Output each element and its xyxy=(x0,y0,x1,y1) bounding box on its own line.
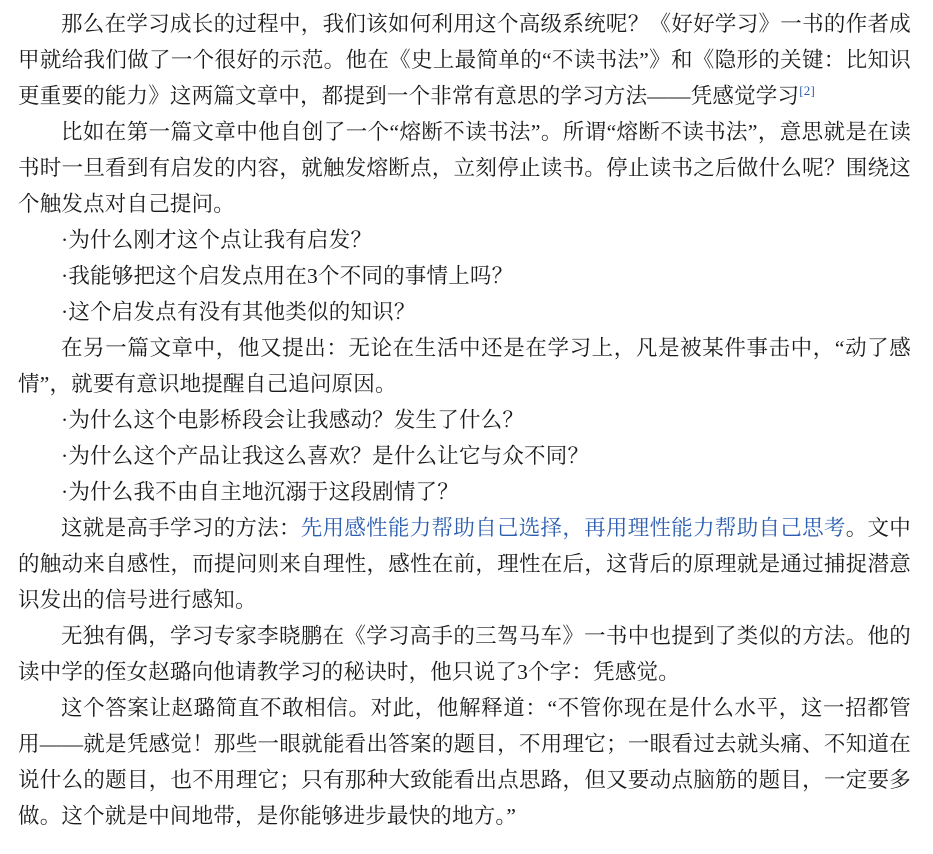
text-run: 。文中的触动来自感性，而提问则来自理性，感性在前，理性在后，这背后的原理就是通过捕捉潜意识发出的信号进行感知。 xyxy=(18,516,911,612)
text-run: ·为什么这个电影桥段会让我感动？发生了什么？ xyxy=(61,408,525,432)
bullet-question-6 xyxy=(18,474,911,510)
footnote-marker[interactable]: [2] xyxy=(799,82,815,98)
bullet-question-4 xyxy=(18,402,911,438)
text-run: ·为什么刚才这个点让我有启发？ xyxy=(61,228,373,252)
text-run: 比如在第一篇文章中他自创了一个“熔断不读书法”。所谓“熔断不读书法”，意思就是在读书时一旦看到有启发的内容，就触发熔断点，立刻停止读书。停止读书之后做什么呢？围绕这个触发点对自己提问。 xyxy=(18,120,911,216)
paragraph-intro xyxy=(18,6,911,114)
paragraph-fuse-method xyxy=(18,114,911,222)
text-run: ·为什么这个产品让我这么喜欢？是什么让它与众不同？ xyxy=(61,444,590,468)
text-run: 这就是高手学习的方法： xyxy=(61,516,301,540)
paragraph-master-method xyxy=(18,510,911,618)
text-run: 无独有偶，学习专家李晓鹏在《学习高手的三驾马车》一书中也提到了类似的方法。他的读中学的侄女赵璐向他请教学习的秘诀时，他只说了3个字：凭感觉。 xyxy=(18,624,911,684)
text-run: ·为什么我不由自主地沉溺于这段剧情了？ xyxy=(61,480,459,504)
paragraph-second-article xyxy=(18,330,911,402)
paragraph-li-xiaopeng xyxy=(18,618,911,690)
text-run: ·我能够把这个启发点用在3个不同的事情上吗？ xyxy=(61,264,514,288)
highlighted-text: 先用感性能力帮助自己选择，再用理性能力帮助自己思考 xyxy=(300,516,846,540)
bullet-question-1 xyxy=(18,222,911,258)
bullet-question-2 xyxy=(18,258,911,294)
bullet-question-5 xyxy=(18,438,911,474)
paragraph-answer xyxy=(18,690,911,834)
text-run: 在另一篇文章中，他又提出：无论在生活中还是在学习上，凡是被某件事击中，“动了感情”，就要有意识地提醒自己追问原因。 xyxy=(18,336,911,396)
text-run: ·这个启发点有没有其他类似的知识？ xyxy=(61,300,416,324)
bullet-question-3 xyxy=(18,294,911,330)
text-run: 那么在学习成长的过程中，我们该如何利用这个高级系统呢？《好好学习》一书的作者成甲就给我们做了一个很好的示范。他在《史上最简单的“不读书法”》和《隐形的关键：比知识更重要的能力》这两篇文章中，都提到一个非常有意思的学习方法——凭感觉学习 xyxy=(18,12,911,108)
document-body xyxy=(18,6,911,834)
text-run: 这个答案让赵璐简直不敢相信。对此，他解释道：“不管你现在是什么水平，这一招都管用——就是凭感觉！那些一眼就能看出答案的题目，不用理它；一眼看过去就头痛、不知道在说什么的题目，也不用理它；只有那种大致能看出点思路，但又要动点脑筋的题目，一定要多做。这个就是中间地带，是你能够进步最快的地方。” xyxy=(18,696,911,828)
